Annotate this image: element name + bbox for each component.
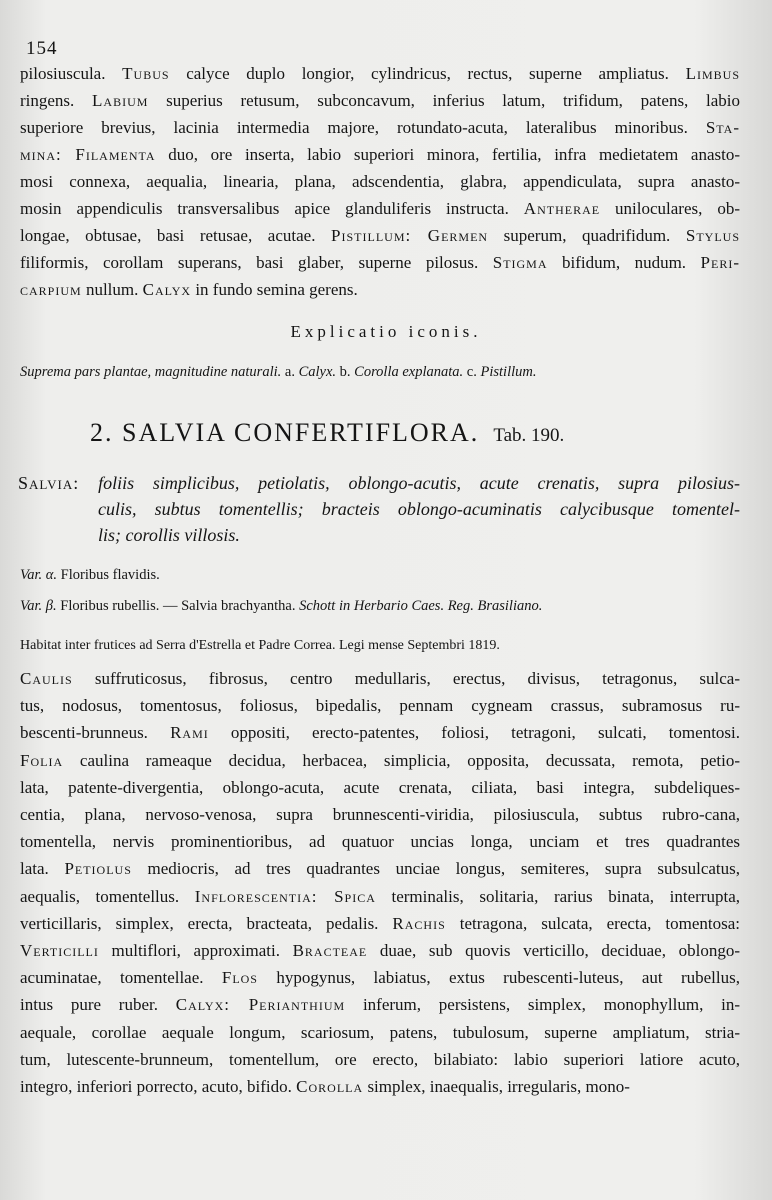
text-run: ringens. [20, 91, 93, 110]
text-line [20, 747, 740, 774]
page-number: 154 [26, 38, 58, 59]
text-run: tus, nodosus, tomentosus, foliosus, bipedalis, pennam cygneam crassus, subramosus ru- [20, 696, 740, 716]
plate-reference: Tab. 190. [493, 425, 565, 446]
text-line [18, 470, 740, 496]
term-smallcaps: Stigma [492, 253, 548, 272]
text-run: integro, inferiori porrecto, acuto, bifido. [20, 1077, 297, 1097]
italic-run: Var. α. [20, 567, 58, 583]
term-smallcaps: Rami [170, 723, 209, 743]
term-smallcaps: Pistillum: Germen [331, 226, 489, 245]
text-run: tetragona, sulcata, erecta, tomentosa: [445, 913, 740, 933]
text-line [20, 249, 740, 276]
italic-run: foliis simplicibus, petiolatis, oblongo-acutis, acute crenatis, supra pilosius- [79, 473, 740, 493]
text-line [20, 195, 740, 222]
term-smallcaps: Labium [92, 91, 149, 110]
text-line [20, 276, 740, 303]
habitat-note: Habitat inter frutices ad Serra d'Estrella et Padre Correa. Legi mense Septembri 1819. [20, 638, 500, 653]
text-run: Calyx. [294, 364, 340, 380]
text-run: uniloculares, ob- [600, 199, 740, 218]
text-line [20, 1046, 740, 1073]
term-smallcaps: Flos [221, 968, 258, 988]
text-run: lata, patente-divergentia, oblongo-acuta, acute crenata, ciliata, basi integra, subdeliques- [20, 777, 740, 797]
text-line [20, 774, 740, 801]
term-smallcaps: Sta- [705, 118, 740, 137]
term-smallcaps: Calyx: Perianthium [175, 995, 346, 1015]
text-line [20, 692, 740, 719]
species-description [20, 665, 740, 1100]
text-run: inferum, persistens, simplex, monophyllum, in- [345, 995, 740, 1015]
text-line [18, 522, 740, 548]
text-run: superum, quadrifidum. [488, 226, 686, 245]
variety-beta [20, 598, 542, 615]
text-line [20, 883, 740, 910]
text-line [20, 1019, 740, 1046]
text-line [20, 937, 740, 964]
term-smallcaps: mina: Filamenta [20, 145, 156, 164]
text-run: Pistillum. [476, 364, 537, 380]
term-smallcaps: Rachis [392, 913, 446, 933]
variety-alpha [20, 567, 160, 584]
text-run: Corolla explanata. [350, 364, 467, 380]
text-line [20, 964, 740, 991]
text-run: centia, plana, nervoso-venosa, supra brunnescenti-viridia, pilosiuscula, subtus rubro-cana, [20, 805, 740, 825]
term-smallcaps: Limbus [685, 64, 740, 83]
text-run: in fundo semina gerens. [191, 280, 358, 299]
text-run: mosin appendiculis transversalibus apice glanduliferis instructa. [20, 199, 524, 218]
text-run: tum, lutescente-brunneum, tomentellum, ore erecto, bilabiato: labio superiori latiore acuto, [20, 1049, 740, 1069]
text-run: filiformis, corollam superans, basi glaber, superne pilosus. [20, 253, 493, 272]
term-smallcaps: Stylus [685, 226, 740, 245]
term-smallcaps: Caulis [20, 669, 73, 688]
text-line [20, 222, 740, 249]
term-smallcaps: Calyx [142, 280, 192, 299]
species-heading [90, 418, 564, 448]
text-run: a. [284, 364, 295, 380]
text-run: superius retusum, subconcavum, inferius latum, trifidum, patens, labio [148, 91, 740, 110]
text-line [20, 665, 740, 692]
species-diagnosis [18, 470, 740, 548]
text-run: Floribus rubellis. — Salvia brachyantha. [56, 598, 300, 614]
italic-run: culis, subtus tomentellis; bracteis oblongo-acuminatis calycibusque tomentel- [98, 499, 740, 519]
term-smallcaps: Peri- [700, 253, 740, 272]
term-smallcaps: Petiolus [64, 859, 132, 879]
term-smallcaps: Bracteae [292, 941, 368, 961]
text-line [20, 60, 740, 87]
text-line [20, 828, 740, 855]
text-line [20, 141, 740, 168]
explicatio-text [20, 364, 536, 381]
text-line [20, 114, 740, 141]
text-run: mosi connexa, aequalia, linearia, plana, adscendentia, glabra, appendiculata, supra anasto- [20, 172, 740, 191]
text-run: longae, obtusae, basi retusae, acutae. [20, 226, 332, 245]
term-smallcaps: Tubus [122, 64, 170, 83]
text-run: verticillaris, simplex, erecta, bracteata, pedalis. [20, 913, 393, 933]
text-run: nullum. [81, 280, 143, 299]
text-run: tomentella, nervis prominentioribus, ad quatuor uncias longa, unciam et tres quadrantes [20, 832, 740, 852]
text-line [20, 719, 740, 746]
text-line [20, 910, 740, 937]
text-run: Floribus flavidis. [57, 567, 160, 583]
text-run: c. [466, 364, 477, 380]
explicatio-title: Explicatio iconis. [290, 322, 482, 341]
text-run: intus pure ruber. [20, 995, 176, 1015]
text-run: pilosiuscula. [20, 64, 123, 83]
text-line [20, 1073, 740, 1100]
term-smallcaps: Salvia: [18, 473, 80, 493]
text-run: duo, ore inserta, labio superiori minora, fertilia, infra medietatem anasto- [155, 145, 740, 164]
text-run: Suprema pars plantae, magnitudine naturali. [20, 364, 285, 380]
term-smallcaps: Folia [20, 750, 64, 770]
text-run: caulina rameaque decidua, herbacea, simplicia, opposita, decussata, remota, petio- [63, 750, 740, 770]
text-run: suffruticosus, fibrosus, centro medullaris, erectus, divisus, tetragonus, sulca- [72, 669, 740, 688]
italic-run: Var. β. [20, 598, 57, 614]
text-run: oppositi, erecto-patentes, foliosi, tetragoni, sulcati, tomentosi. [208, 723, 740, 743]
text-run: hypogynus, labiatus, extus rubescenti-luteus, aut rubellus, [257, 968, 740, 988]
text-line [20, 168, 740, 195]
term-smallcaps: Inflorescentia: Spica [194, 886, 376, 906]
text-run: bifidum, nudum. [547, 253, 701, 272]
term-smallcaps: carpium [20, 280, 82, 299]
italic-run: Schott in Herbario Caes. Reg. Brasiliano. [299, 598, 543, 614]
text-line [20, 87, 740, 114]
text-run: aequale, corollae aequale longum, scariosum, patens, tubulosum, superne ampliatum, stria- [20, 1022, 740, 1042]
text-run: simplex, inaequalis, irregularis, mono- [363, 1077, 630, 1097]
text-line [20, 801, 740, 828]
text-run: calyce duplo longior, cylindricus, rectus, superne ampliatus. [169, 64, 686, 83]
term-smallcaps: Verticilli [20, 941, 99, 961]
text-run: b. [339, 364, 351, 380]
text-run: multiflori, approximati. [98, 941, 293, 961]
text-run: mediocris, ad tres quadrantes unciae longus, semiteres, supra subsulcatus, [131, 859, 740, 879]
text-run: bescenti-brunneus. [20, 723, 171, 743]
text-run: terminalis, solitaria, rarius binata, interrupta, [375, 886, 740, 906]
species-name: 2. SALVIA CONFERTIFLORA. [90, 418, 480, 447]
text-line [20, 855, 740, 882]
text-line [18, 496, 740, 522]
text-run: duae, sub quovis verticillo, deciduae, oblongo- [367, 941, 740, 961]
italic-run: lis; corollis villosis. [98, 525, 240, 545]
text-run: aequalis, tomentellus. [20, 886, 195, 906]
description-continued [20, 60, 740, 303]
term-smallcaps: Corolla [296, 1077, 364, 1097]
text-run: lata. [20, 859, 65, 879]
text-run: acuminatae, tomentellae. [20, 968, 222, 988]
text-line [20, 991, 740, 1018]
term-smallcaps: Antherae [523, 199, 601, 218]
text-run: superiore brevius, lacinia intermedia majore, rotundato-acuta, lateralibus minoribus. [20, 118, 706, 137]
